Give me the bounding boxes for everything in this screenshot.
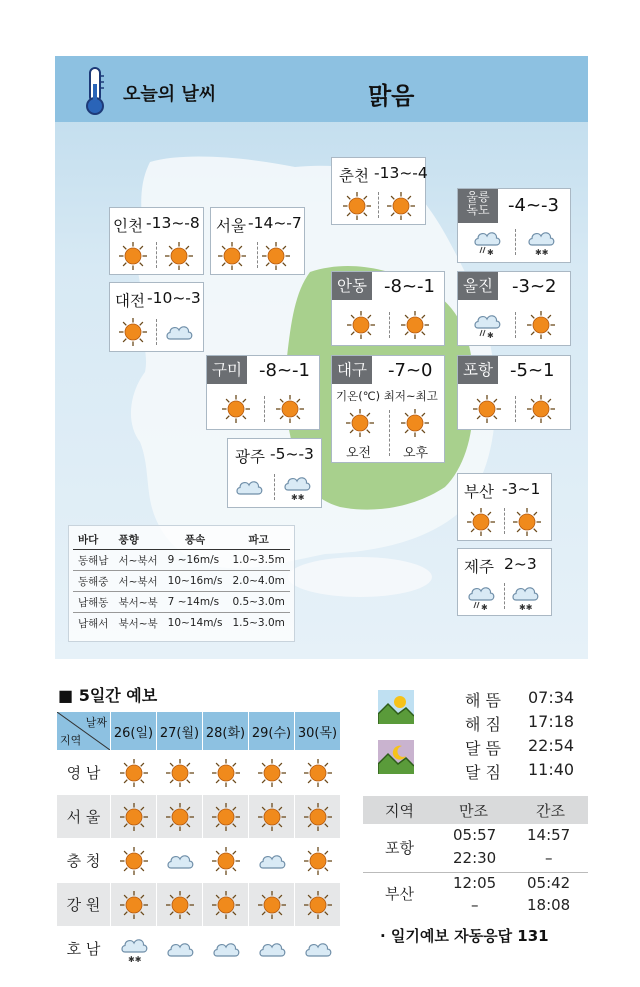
sun-icon — [165, 758, 195, 788]
city-tag: 안동 — [332, 272, 372, 300]
sea-cell: 7 ~14m/s — [163, 592, 228, 613]
sun-icon — [217, 241, 247, 271]
sun-icon — [275, 394, 305, 424]
city-card-gumi — [206, 355, 320, 430]
svg-text:✱: ✱ — [487, 331, 494, 340]
snow-cloud-icon — [119, 934, 149, 964]
sea-cell: 1.5~3.0m — [232, 617, 285, 629]
sea-cell: 1.0~3.5m — [227, 550, 289, 571]
svg-text:✱✱: ✱✱ — [127, 954, 141, 964]
forecast-region: 영 남 — [57, 751, 111, 795]
divider — [504, 583, 505, 609]
city-temp: -5~1 — [510, 360, 555, 381]
legend-am: 오전 — [346, 446, 372, 461]
forecast-table — [56, 711, 341, 971]
forecast-day: 29(수) — [249, 712, 295, 751]
sun-icon — [345, 408, 375, 438]
moonrise-icon — [378, 740, 414, 774]
sun-icon — [119, 890, 149, 920]
divider — [504, 508, 505, 534]
cloud-icon — [211, 934, 241, 964]
sea-row — [73, 571, 290, 592]
sun-icon — [466, 507, 496, 537]
tide-col-header: 만조 — [459, 802, 488, 820]
rain-snow-icon — [472, 227, 502, 257]
forecast-title: ■ 5일간 예보 — [58, 686, 158, 705]
sea-cell: 서~북서 — [113, 571, 162, 592]
sea-row — [73, 592, 290, 613]
sunrise-icon — [378, 690, 414, 724]
cloud-icon — [234, 472, 264, 502]
tide-low: 18:08 — [527, 896, 571, 914]
sea-cell: 9 ~16m/s — [163, 550, 228, 571]
forecast-region: 서 울 — [57, 795, 111, 839]
city-temp: -5~-3 — [270, 445, 314, 463]
sun-icon — [512, 507, 542, 537]
city-card-daejeon — [109, 282, 204, 352]
divider — [156, 242, 157, 268]
forecast-row — [57, 883, 341, 927]
cloud-icon — [257, 934, 287, 964]
sea-cell: 2.0~4.0m — [227, 571, 289, 592]
sun-icon — [400, 310, 430, 340]
sunset-time: 17:18 — [528, 712, 575, 731]
cloud-icon — [165, 934, 195, 964]
svg-text:✱✱: ✱✱ — [535, 248, 549, 257]
sea-cell: 남해동 — [73, 592, 113, 613]
tide-divider — [363, 872, 588, 873]
tide-low: 05:42 — [527, 874, 571, 892]
rain-snow-icon — [466, 582, 496, 612]
today-condition: 맑음 — [368, 82, 415, 110]
sun-icon — [342, 191, 372, 221]
city-name: 인천 — [113, 217, 143, 235]
city-tag: 대구 — [332, 356, 372, 384]
divider — [156, 319, 157, 345]
city-temp: -3~2 — [512, 276, 557, 297]
sea-row — [73, 613, 290, 634]
forecast-row — [57, 927, 341, 971]
rain-snow-icon — [472, 310, 502, 340]
legend-pm: 오후 — [403, 446, 429, 461]
city-card-pohang — [457, 355, 571, 430]
corner-region-label: 지역 — [60, 734, 82, 747]
divider — [257, 242, 258, 268]
tide-high: 12:05 — [453, 874, 497, 892]
city-temp: -13~-4 — [374, 164, 428, 182]
svg-text:✱✱: ✱✱ — [519, 603, 533, 612]
sea-header-row — [73, 529, 290, 550]
city-tag: 포항 — [458, 356, 498, 384]
sun-icon — [119, 758, 149, 788]
sea-cell: 0.5~3.0m — [227, 592, 289, 613]
forecast-row — [57, 751, 341, 795]
city-name: 춘천 — [339, 167, 369, 185]
city-name-line1: 울릉 — [466, 190, 490, 204]
svg-text:✱: ✱ — [481, 603, 488, 612]
sun-icon — [221, 394, 251, 424]
sun-icon — [472, 394, 502, 424]
sea-cell: 북서~북 — [118, 617, 158, 630]
city-name: 부산 — [464, 483, 494, 501]
city-name: 대전 — [115, 292, 145, 310]
sea-cell: 동해중 — [73, 571, 113, 592]
phone-service-text: · 일기예보 자동응답 131 — [380, 927, 549, 945]
tide-low: 14:57 — [527, 826, 571, 844]
city-card-busan — [457, 473, 552, 541]
forecast-region: 충 청 — [57, 839, 111, 883]
city-card-daegu — [331, 355, 445, 463]
forecast-header-row — [57, 712, 341, 751]
sun-icon — [118, 241, 148, 271]
city-card-uljin — [457, 271, 571, 346]
city-temp: -13~-8 — [146, 214, 200, 232]
city-card-andong — [331, 271, 445, 346]
sun-icon — [211, 846, 241, 876]
sea-col-header: 풍향 — [113, 529, 162, 550]
city-card-ulleung — [457, 188, 571, 263]
sun-icon — [257, 802, 287, 832]
sun-icon — [118, 317, 148, 347]
sun-icon — [119, 846, 149, 876]
tide-col-header: 간조 — [536, 802, 565, 820]
sun-icon — [257, 758, 287, 788]
divider — [389, 312, 390, 338]
tide-high: 05:57 — [453, 826, 497, 844]
sun-icon — [257, 890, 287, 920]
sun-icon — [211, 890, 241, 920]
divider — [515, 312, 516, 338]
cloud-icon — [303, 934, 333, 964]
cloud-icon — [257, 846, 287, 876]
map-title: 오늘의 날씨 — [123, 84, 217, 105]
city-temp: -8~-1 — [384, 276, 435, 297]
sea-conditions-table — [68, 525, 295, 642]
moonset-time: 11:40 — [528, 760, 575, 779]
city-name-line2: 독도 — [466, 203, 490, 217]
sunset-label: 해 짐 — [465, 715, 501, 734]
divider — [264, 396, 265, 422]
divider — [515, 396, 516, 422]
forecast-row — [57, 839, 341, 883]
sea-cell: 동해남 — [73, 550, 113, 571]
city-tag — [458, 189, 498, 223]
sunrise-time: 07:34 — [528, 688, 575, 707]
tide-region: 포항 — [385, 839, 414, 857]
sun-icon — [303, 846, 333, 876]
sun-icon — [165, 890, 195, 920]
city-name: 제주 — [464, 558, 494, 576]
cloud-icon — [164, 317, 194, 347]
sun-icon — [400, 408, 430, 438]
forecast-day: 28(화) — [203, 712, 249, 751]
divider — [378, 192, 379, 218]
city-name: 서울 — [216, 217, 246, 235]
sea-cell: 10~14m/s — [167, 617, 223, 629]
snow-cloud-icon — [526, 227, 556, 257]
sun-icon — [165, 802, 195, 832]
sea-col-header: 바다 — [73, 529, 113, 550]
tide-high: 22:30 — [453, 849, 497, 867]
city-temp: -10~-3 — [147, 289, 201, 307]
sea-cell: 북서~북 — [113, 592, 162, 613]
divider — [274, 474, 275, 500]
svg-text:✱✱: ✱✱ — [291, 493, 305, 502]
sun-icon — [526, 310, 556, 340]
city-card-chuncheon — [331, 157, 426, 225]
forecast-region: 호 남 — [57, 927, 111, 971]
sun-icon — [526, 394, 556, 424]
sea-cell: 서~북서 — [113, 550, 162, 571]
forecast-day: 30(목) — [295, 712, 341, 751]
tide-low: – — [545, 849, 553, 867]
sun-icon — [261, 241, 291, 271]
sun-icon — [119, 802, 149, 832]
sunrise-label: 해 뜸 — [465, 691, 501, 710]
svg-text:✱: ✱ — [487, 248, 494, 257]
divider — [515, 229, 516, 255]
forecast-day: 26(일) — [111, 712, 157, 751]
sea-col-header: 풍속 — [163, 529, 228, 550]
city-card-jeju — [457, 548, 552, 616]
sea-row — [73, 550, 290, 571]
sun-icon — [211, 802, 241, 832]
sun-icon — [303, 890, 333, 920]
sun-icon — [211, 758, 241, 788]
tide-col-header: 지역 — [385, 802, 414, 820]
city-temp: -3~1 — [502, 480, 541, 498]
city-card-incheon — [109, 207, 204, 275]
sea-cell: 남해서 — [78, 617, 109, 630]
snow-cloud-icon — [282, 472, 312, 502]
forecast-region: 강 원 — [57, 883, 111, 927]
city-temp: -4~-3 — [508, 195, 559, 216]
city-temp: 2~3 — [504, 555, 537, 573]
sun-icon — [346, 310, 376, 340]
sun-icon — [164, 241, 194, 271]
moonrise-label: 달 뜸 — [465, 739, 501, 758]
city-temp: -7~0 — [388, 360, 433, 381]
city-tag: 구미 — [207, 356, 247, 384]
map-header — [55, 56, 588, 122]
city-card-gwangju — [227, 438, 322, 508]
forecast-corner — [57, 712, 111, 751]
corner-date-label: 날짜 — [85, 716, 107, 729]
tide-high: – — [471, 896, 479, 914]
moonset-label: 달 짐 — [465, 763, 501, 782]
divider — [389, 410, 390, 456]
sea-col-header: 파고 — [227, 529, 289, 550]
sea-cell: 10~16m/s — [163, 571, 228, 592]
sun-icon — [303, 802, 333, 832]
city-tag: 울진 — [458, 272, 498, 300]
thermometer-icon — [82, 66, 108, 116]
cloud-icon — [165, 846, 195, 876]
city-temp: -8~-1 — [259, 360, 310, 381]
sun-icon — [386, 191, 416, 221]
city-temp: -14~-7 — [248, 214, 302, 232]
snow-cloud-icon — [510, 582, 540, 612]
moonrise-time: 22:54 — [528, 736, 575, 755]
tide-region: 부산 — [385, 885, 414, 903]
forecast-row — [57, 795, 341, 839]
city-card-seoul — [210, 207, 305, 275]
legend-text: 기온(℃) 최저~최고 — [336, 389, 438, 403]
sun-icon — [303, 758, 333, 788]
forecast-day: 27(월) — [157, 712, 203, 751]
city-name: 광주 — [235, 448, 265, 466]
